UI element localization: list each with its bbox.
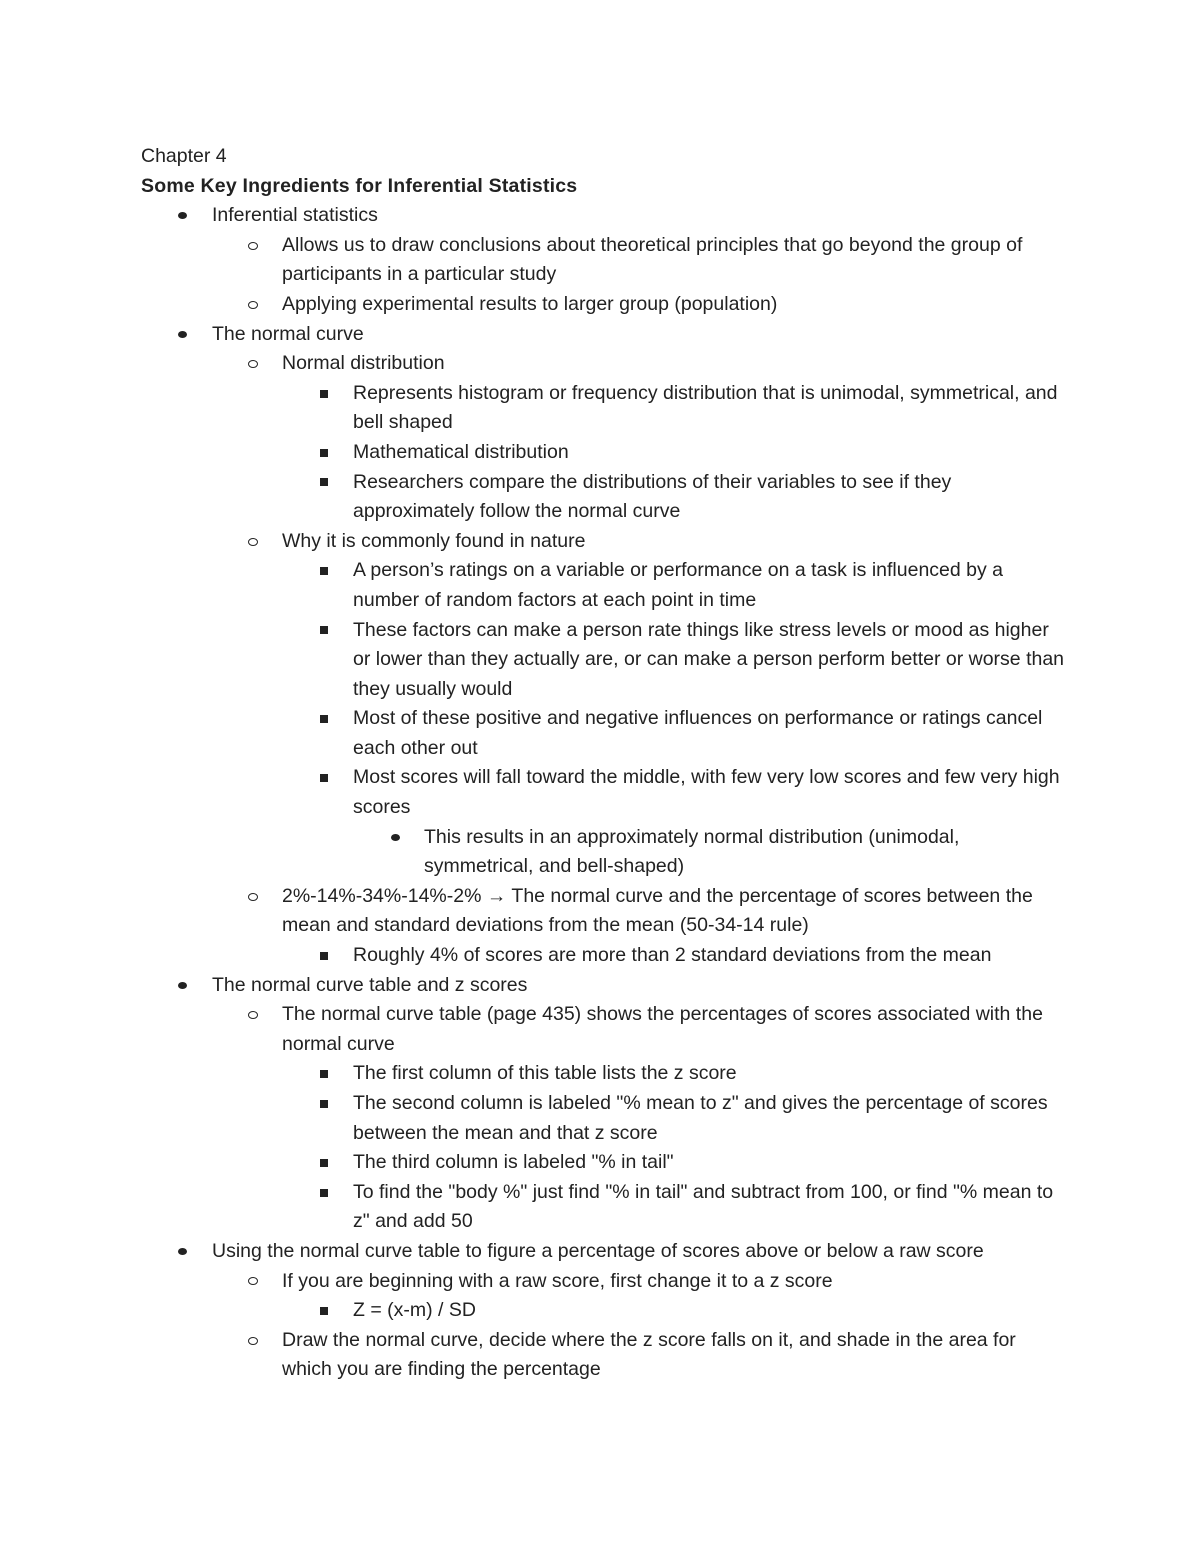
outline-item-text: Most of these positive and negative influences on performance or ratings cancel each other out	[353, 707, 1043, 759]
outline-item-text: Using the normal curve table to figure a percentage of scores above or below a raw score	[212, 1239, 984, 1262]
outline-item-text: Represents histogram or frequency distribution that is unimodal, symmetrical, and bell shaped	[353, 381, 1058, 434]
outline-item-text: The first column of this table lists the z score	[353, 1062, 737, 1085]
outline-item-text: Why it is commonly found in nature	[282, 529, 586, 552]
outline-item-text: The normal curve	[212, 322, 364, 345]
outline-item-level-2	[141, 1326, 1071, 1385]
section-title: Some Key Ingredients for Inferential Statistics	[141, 174, 578, 197]
outline-item-text: Normal distribution	[282, 352, 445, 375]
outline-item-text: These factors can make a person rate things like stress levels or mood as higher or lower than they actually are, or can make a person perform better or worse than they usually would	[353, 618, 1065, 700]
hollow-circle-bullet-icon	[246, 349, 260, 379]
outline-item-text: Applying experimental results to larger group (population)	[282, 292, 778, 315]
square-bullet-icon	[317, 1178, 331, 1208]
outline-item-level-3	[141, 1296, 1071, 1326]
outline-item-level-2	[141, 349, 1071, 379]
hollow-circle-bullet-icon	[246, 1326, 260, 1356]
outline-item-level-3	[141, 704, 1071, 763]
outline-item-text: The normal curve table (page 435) shows the percentages of scores associated with the normal curve	[282, 1003, 1043, 1055]
filled-disc-bullet-icon	[175, 971, 189, 1001]
square-bullet-icon	[317, 438, 331, 468]
square-bullet-icon	[317, 704, 331, 734]
outline-item-text: Z = (x-m) / SD	[353, 1299, 476, 1322]
outline-item-level-3	[141, 941, 1071, 971]
outline-item-level-2	[141, 290, 1071, 320]
filled-disc-bullet-icon	[175, 201, 189, 231]
outline-item-level-2	[141, 882, 1071, 941]
square-bullet-icon	[317, 1148, 331, 1178]
outline-item-level-1	[141, 1237, 1071, 1267]
outline-item-level-3	[141, 1059, 1071, 1089]
filled-disc-bullet-icon	[388, 823, 402, 853]
outline-list	[141, 201, 1071, 1385]
hollow-circle-bullet-icon	[246, 1000, 260, 1030]
outline-item-text: Researchers compare the distributions of their variables to see if they approximately follow the normal curve	[353, 470, 952, 523]
outline-item-level-1	[141, 201, 1071, 231]
square-bullet-icon	[317, 468, 331, 498]
filled-disc-bullet-icon	[175, 320, 189, 350]
filled-disc-bullet-icon	[175, 1237, 189, 1267]
outline-item-text: To find the "body %" just find "% in tail" and subtract from 100, or find "% mean to z" and add 50	[353, 1180, 1054, 1233]
hollow-circle-bullet-icon	[246, 527, 260, 557]
outline-item-text: The normal curve table and z scores	[212, 973, 528, 996]
outline-item-text: The third column is labeled "% in tail"	[353, 1151, 674, 1174]
outline-item-level-3	[141, 763, 1071, 822]
square-bullet-icon	[317, 556, 331, 586]
outline-item-level-1	[141, 971, 1071, 1001]
outline-item-level-3	[141, 379, 1071, 438]
outline-item-text: If you are beginning with a raw score, first change it to a z score	[282, 1269, 833, 1292]
outline-item-level-3	[141, 1148, 1071, 1178]
outline-item-text: Inferential statistics	[212, 204, 378, 227]
notes-content	[141, 142, 1071, 1385]
square-bullet-icon	[317, 1089, 331, 1119]
outline-item-level-3	[141, 468, 1071, 527]
square-bullet-icon	[317, 379, 331, 409]
outline-item-text: Mathematical distribution	[353, 440, 569, 463]
outline-item-text: Roughly 4% of scores are more than 2 standard deviations from the mean	[353, 944, 992, 967]
hollow-circle-bullet-icon	[246, 882, 260, 912]
outline-item-level-3	[141, 1178, 1071, 1237]
square-bullet-icon	[317, 616, 331, 646]
outline-item-text: This results in an approximately normal distribution (unimodal, symmetrical, and bell-shaped)	[424, 825, 960, 878]
chapter-heading: Chapter 4	[141, 145, 227, 167]
outline-item-level-3	[141, 616, 1071, 705]
outline-item-level-3	[141, 438, 1071, 468]
square-bullet-icon	[317, 1059, 331, 1089]
outline-item-text: Allows us to draw conclusions about theoretical principles that go beyond the group of participants in a particular study	[282, 233, 1023, 286]
outline-item-level-3	[141, 556, 1071, 615]
outline-item-level-2	[141, 527, 1071, 557]
outline-item-text: Most scores will fall toward the middle, with few very low scores and few very high scores	[353, 766, 1060, 819]
outline-item-text: 2%-14%-34%-14%-2% → The normal curve and the percentage of scores between the mean and standard deviations from the mean (50-34-14 rule)	[282, 884, 1033, 937]
square-bullet-icon	[317, 941, 331, 971]
hollow-circle-bullet-icon	[246, 1267, 260, 1297]
outline-item-level-2	[141, 1267, 1071, 1297]
square-bullet-icon	[317, 1296, 331, 1326]
outline-item-text: A person’s ratings on a variable or performance on a task is influenced by a number of random factors at each point in time	[353, 559, 1004, 611]
outline-item-text: The second column is labeled "% mean to z" and gives the percentage of scores between the mean and that z score	[353, 1092, 1048, 1144]
outline-item-level-4	[141, 823, 1071, 882]
hollow-circle-bullet-icon	[246, 290, 260, 320]
square-bullet-icon	[317, 763, 331, 793]
outline-item-level-1	[141, 320, 1071, 350]
outline-item-level-3	[141, 1089, 1071, 1148]
hollow-circle-bullet-icon	[246, 231, 260, 261]
outline-item-level-2	[141, 231, 1071, 290]
outline-item-level-2	[141, 1000, 1071, 1059]
outline-item-text: Draw the normal curve, decide where the z score falls on it, and shade in the area for which you are finding the percentage	[282, 1328, 1016, 1381]
